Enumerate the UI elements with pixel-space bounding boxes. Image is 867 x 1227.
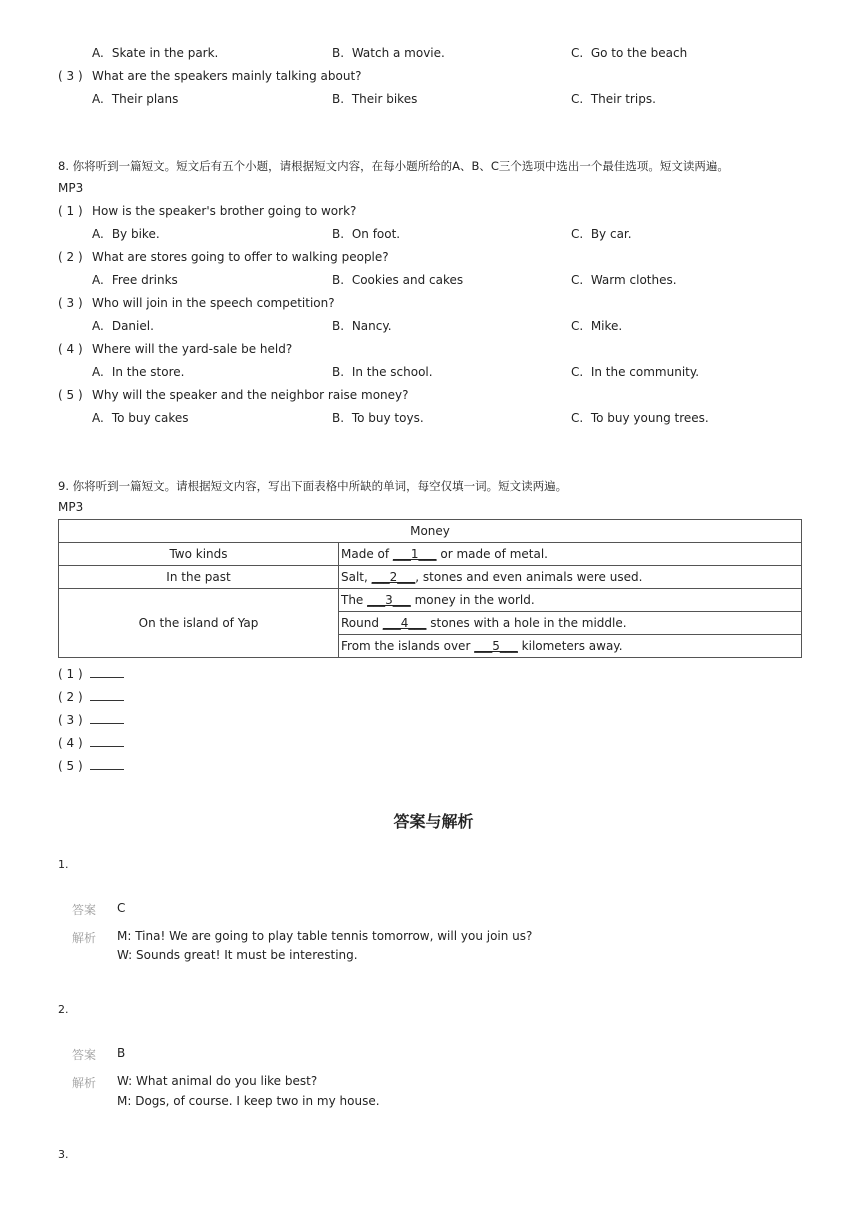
blank-4: ___4___ bbox=[382, 616, 427, 630]
q8-4-option-a[interactable]: A. In the store. bbox=[92, 365, 185, 379]
answer-2-analysis-line1: W: What animal do you like best? bbox=[117, 1074, 318, 1088]
answer-1-analysis-line1: M: Tina! We are going to play table tennis tomorrow, will you join us? bbox=[117, 929, 533, 943]
q8-5-number: ( 5 ) bbox=[58, 388, 83, 402]
table-row bbox=[59, 543, 802, 566]
q8-1-option-c[interactable]: C. By car. bbox=[571, 227, 632, 241]
q8-5-option-a[interactable]: A. To buy cakes bbox=[92, 411, 189, 425]
analysis-label: 解析 bbox=[72, 931, 97, 945]
table-cell-label: In the past bbox=[59, 566, 339, 589]
q7-3-text: What are the speakers mainly talking about? bbox=[92, 69, 362, 83]
answer-1-analysis-line2: W: Sounds great! It must be interesting. bbox=[117, 948, 358, 962]
table-cell: From the islands over ___5___ kilometers away. bbox=[339, 635, 802, 658]
q7-3-number: ( 3 ) bbox=[58, 69, 83, 83]
q8-1-number: ( 1 ) bbox=[58, 204, 83, 218]
answer-3-number: 3. bbox=[58, 1148, 69, 1161]
q8-5-option-c[interactable]: C. To buy young trees. bbox=[571, 411, 709, 425]
q7-3-option-c: C. Their trips. bbox=[571, 92, 656, 106]
q8-1-text: How is the speaker's brother going to work? bbox=[92, 204, 357, 218]
q7-3-option-b: B. Their bikes bbox=[332, 92, 418, 106]
answer-line-3[interactable]: ( 3 ) bbox=[58, 713, 124, 727]
q7-2-option-b: B. Watch a movie. bbox=[332, 46, 445, 60]
q8-3-number: ( 3 ) bbox=[58, 296, 83, 310]
q8-3-text: Who will join in the speech competition? bbox=[92, 296, 335, 310]
answer-label: 答案 bbox=[72, 903, 97, 917]
q9-instruction: 9. 你将听到一篇短文。请根据短文内容，写出下面表格中所缺的单词，每空仅填一词。短文读两遍。 bbox=[58, 479, 568, 493]
q8-2-option-a[interactable]: A. Free drinks bbox=[92, 273, 178, 287]
answer-2-number: 2. bbox=[58, 1003, 69, 1016]
q7-2-option-a: A. Skate in the park. bbox=[92, 46, 219, 60]
q8-5-text: Why will the speaker and the neighbor raise money? bbox=[92, 388, 409, 402]
q8-4-option-c[interactable]: C. In the community. bbox=[571, 365, 700, 379]
table-cell: Salt, ___2___, stones and even animals were used. bbox=[339, 566, 802, 589]
answer-2-value: B bbox=[117, 1046, 126, 1060]
q8-4-option-b[interactable]: B. In the school. bbox=[332, 365, 433, 379]
q8-1-option-a[interactable]: A. By bike. bbox=[92, 227, 160, 241]
answers-section-title: 答案与解析 bbox=[393, 812, 474, 831]
q8-2-number: ( 2 ) bbox=[58, 250, 83, 264]
table-cell-label: Two kinds bbox=[59, 543, 339, 566]
blank-1: ___1___ bbox=[392, 547, 437, 561]
q8-2-text: What are stores going to offer to walking people? bbox=[92, 250, 389, 264]
blank-3: ___3___ bbox=[367, 593, 411, 607]
answer-line-2[interactable]: ( 2 ) bbox=[58, 690, 124, 704]
blank-5: ___5___ bbox=[474, 639, 518, 653]
answer-line-4[interactable]: ( 4 ) bbox=[58, 736, 124, 750]
q8-instruction: 8. 你将听到一篇短文。短文后有五个小题，请根据短文内容，在每小题所给的A、B、C三个选项中选出一个最佳选项。短文读两遍。 bbox=[58, 159, 729, 173]
q8-3-option-c[interactable]: C. Mike. bbox=[571, 319, 623, 333]
q7-3-option-a: A. Their plans bbox=[92, 92, 179, 106]
answer-line-1[interactable]: ( 1 ) bbox=[58, 667, 124, 681]
q7-2-option-c: C. Go to the beach bbox=[571, 46, 688, 60]
money-table bbox=[58, 519, 802, 658]
table-row bbox=[59, 589, 802, 612]
table-cell: Round ___4___ stones with a hole in the middle. bbox=[339, 612, 802, 635]
table-cell-label: On the island of Yap bbox=[59, 589, 339, 658]
q8-3-option-b[interactable]: B. Nancy. bbox=[332, 319, 392, 333]
q8-3-option-a[interactable]: A. Daniel. bbox=[92, 319, 154, 333]
table-cell: The ___3___ money in the world. bbox=[339, 589, 802, 612]
q8-5-option-b[interactable]: B. To buy toys. bbox=[332, 411, 424, 425]
answer-label: 答案 bbox=[72, 1048, 97, 1062]
analysis-label: 解析 bbox=[72, 1076, 97, 1090]
q8-2-option-c[interactable]: C. Warm clothes. bbox=[571, 273, 677, 287]
q8-1-option-b[interactable]: B. On foot. bbox=[332, 227, 401, 241]
table-cell: Made of ___1___ or made of metal. bbox=[339, 543, 802, 566]
answer-1-value: C bbox=[117, 901, 126, 915]
q8-4-number: ( 4 ) bbox=[58, 342, 83, 356]
q8-4-text: Where will the yard-sale be held? bbox=[92, 342, 293, 356]
blank-2: ___2___ bbox=[371, 570, 416, 584]
q8-mp3-link[interactable]: MP3 bbox=[58, 181, 84, 195]
answer-1-number: 1. bbox=[58, 858, 69, 871]
table-header: Money bbox=[59, 520, 802, 543]
table-row bbox=[59, 566, 802, 589]
answer-line-5[interactable]: ( 5 ) bbox=[58, 759, 124, 773]
q8-2-option-b[interactable]: B. Cookies and cakes bbox=[332, 273, 464, 287]
q9-mp3-link[interactable]: MP3 bbox=[58, 500, 84, 514]
answer-2-analysis-line2: M: Dogs, of course. I keep two in my house. bbox=[117, 1094, 380, 1108]
